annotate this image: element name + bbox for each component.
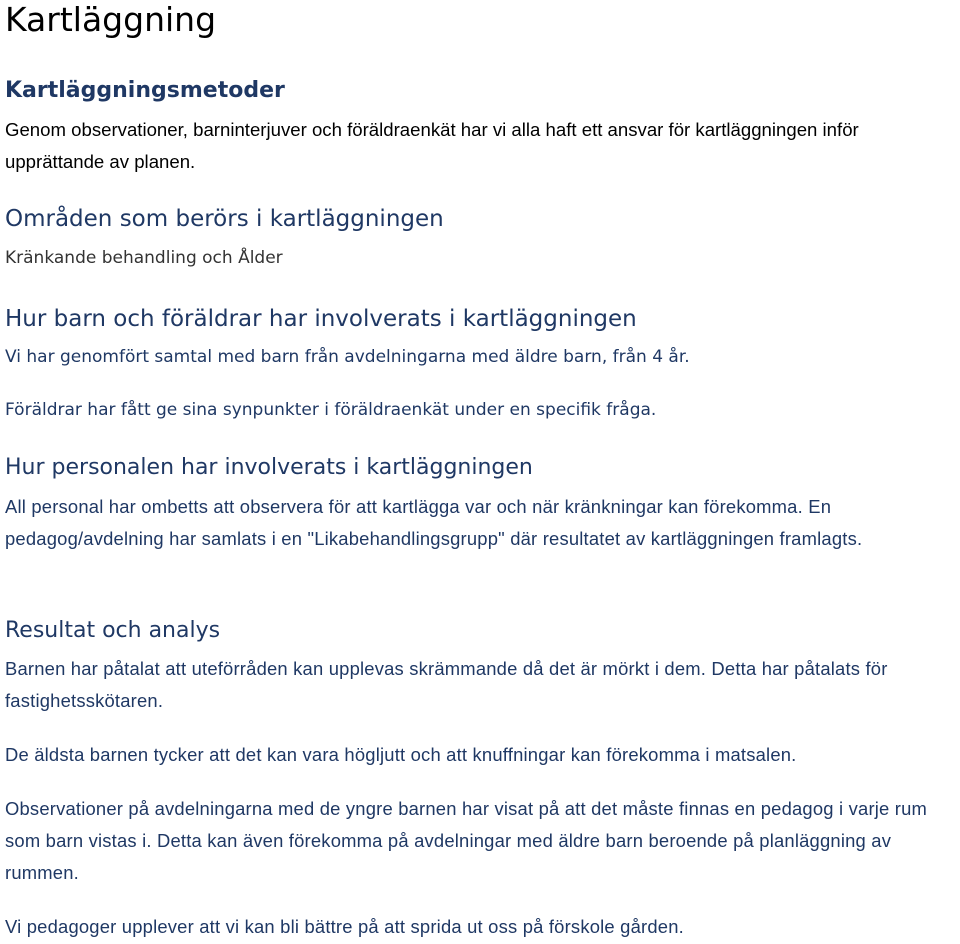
heading-kartlaggningsmetoder: Kartläggningsmetoder <box>5 78 285 103</box>
paragraph-omraden: Kränkande behandling och Ålder <box>5 248 283 268</box>
page-title: Kartläggning <box>5 0 217 39</box>
heading-barn-foraldrar: Hur barn och föräldrar har involverats i kartläggningen <box>5 306 637 332</box>
paragraph-foraldrar-enkat: Föräldrar har fått ge sina synpunkter i föräldraenkät under en specifik fråga. <box>5 400 657 420</box>
paragraph-resultat-matsal: De äldsta barnen tycker att det kan vara högljutt och att knuffningar kan förekomma i matsalen. <box>5 744 797 765</box>
paragraph-resultat-yngre: Observationer på avdelningarna med de yngre barnen har visat på att det måste finnas en pedagog i varje rum som barn vistas i. Detta kan även förekomma på avdelningar med äldre barn beroende på planläggning av rummen. <box>5 798 928 883</box>
paragraph-barn-samtal: Vi har genomfört samtal med barn från avdelningarna med äldre barn, från 4 år. <box>5 347 690 367</box>
heading-omraden: Områden som berörs i kartläggningen <box>5 206 444 232</box>
paragraph-resultat-gard: Vi pedagoger upplever att vi kan bli bättre på att sprida ut oss på förskole gården. <box>5 916 684 937</box>
heading-resultat: Resultat och analys <box>5 618 221 643</box>
paragraph-metoder: Genom observationer, barninterjuver och föräldraenkät har vi alla haft ett ansvar för kartläggningen inför upprättande av planen. <box>5 119 859 172</box>
heading-personal: Hur personalen har involverats i kartläggningen <box>5 455 533 480</box>
paragraph-resultat-uteforrad: Barnen har påtalat att uteförråden kan upplevas skrämmande då det är mörkt i dem. Detta har påtalats för fastighetsskötaren. <box>5 658 888 711</box>
paragraph-personal: All personal har ombetts att observera för att kartlägga var och när kränkningar kan förekomma. En pedagog/avdelning har samlats i en "Likabehandlingsgrupp" där resultatet av kartläggningen framlagts. <box>5 496 863 549</box>
